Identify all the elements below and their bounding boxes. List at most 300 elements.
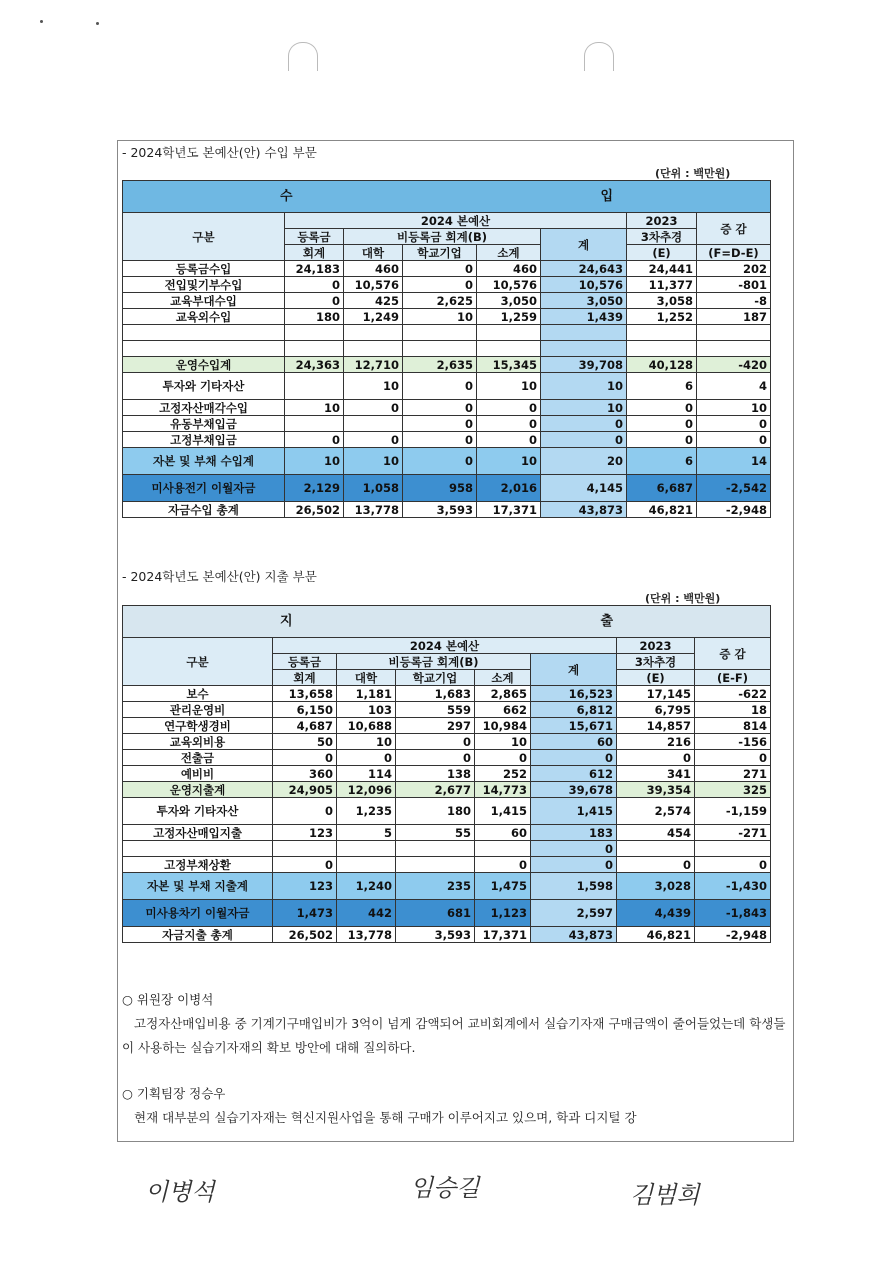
table-row bbox=[123, 686, 771, 702]
cell-value: 1,123 bbox=[475, 900, 531, 927]
cell-value bbox=[344, 341, 403, 357]
cell-value: 1,249 bbox=[344, 309, 403, 325]
table-row bbox=[123, 502, 771, 518]
cell-value bbox=[344, 416, 403, 432]
cell-value: -271 bbox=[695, 825, 771, 841]
table-row bbox=[123, 261, 771, 277]
col-diff-2: (F=D-E) bbox=[697, 245, 771, 261]
cell-value: 10,688 bbox=[337, 718, 396, 734]
col-category: 구분 bbox=[123, 213, 285, 261]
cell-value: 0 bbox=[396, 734, 475, 750]
cell-value: 3,058 bbox=[627, 293, 697, 309]
col-total: 계 bbox=[531, 654, 617, 686]
cell-value: 183 bbox=[531, 825, 617, 841]
expense-band: 지 출 bbox=[123, 606, 771, 638]
cell-value: 235 bbox=[396, 873, 475, 900]
row-label: 유동부채입금 bbox=[123, 416, 285, 432]
cell-value: 40,128 bbox=[627, 357, 697, 373]
cell-value: 10 bbox=[541, 373, 627, 400]
cell-value: -1,843 bbox=[695, 900, 771, 927]
cell-value bbox=[541, 341, 627, 357]
cell-value bbox=[396, 857, 475, 873]
cell-value: 0 bbox=[403, 448, 477, 475]
col-univ: 대학 bbox=[337, 670, 396, 686]
cell-value: 0 bbox=[695, 857, 771, 873]
cell-value: 325 bbox=[695, 782, 771, 798]
cell-value: 1,181 bbox=[337, 686, 396, 702]
cell-value: 0 bbox=[403, 277, 477, 293]
cell-value: 14,857 bbox=[617, 718, 695, 734]
row-label: 투자와 기타자산 bbox=[123, 373, 285, 400]
cell-value: 60 bbox=[531, 734, 617, 750]
cell-value: 0 bbox=[477, 432, 541, 448]
cell-value bbox=[695, 841, 771, 857]
col-diff: 증 감 bbox=[695, 638, 771, 670]
cell-value: 39,678 bbox=[531, 782, 617, 798]
cell-value: 114 bbox=[337, 766, 396, 782]
cell-value: 612 bbox=[531, 766, 617, 782]
signature: 임승길 bbox=[410, 1174, 480, 1202]
cell-value bbox=[541, 325, 627, 341]
cell-value: 0 bbox=[531, 857, 617, 873]
col-prev-year-3: (E) bbox=[627, 245, 697, 261]
cell-value: 0 bbox=[695, 750, 771, 766]
cell-value: 460 bbox=[344, 261, 403, 277]
cell-value: 1,475 bbox=[475, 873, 531, 900]
cell-value bbox=[477, 325, 541, 341]
cell-value: -801 bbox=[697, 277, 771, 293]
col-non-tuition: 비등록금 회계(B) bbox=[344, 229, 541, 245]
cell-value: 271 bbox=[695, 766, 771, 782]
table-row bbox=[123, 325, 771, 341]
table-row bbox=[123, 825, 771, 841]
cell-value: 123 bbox=[273, 873, 337, 900]
table-row bbox=[123, 900, 771, 927]
opinion-2 bbox=[122, 1082, 787, 1130]
cell-value: 12,710 bbox=[344, 357, 403, 373]
cell-value: 0 bbox=[475, 750, 531, 766]
cell-value: 46,821 bbox=[617, 927, 695, 943]
statement: 현재 대부분의 실습기자재는 혁신지원사업을 통해 구매가 이루어지고 있으며, 학과 디지털 강 bbox=[134, 1110, 637, 1125]
cell-value: -1,430 bbox=[695, 873, 771, 900]
punch-hole bbox=[288, 42, 318, 71]
income-unit: (단위 : 백만원) bbox=[655, 167, 731, 180]
col-category: 구분 bbox=[123, 638, 273, 686]
cell-value: 0 bbox=[344, 432, 403, 448]
cell-value: 10,576 bbox=[541, 277, 627, 293]
cell-value: 0 bbox=[403, 432, 477, 448]
cell-value: 6,795 bbox=[617, 702, 695, 718]
cell-value bbox=[285, 373, 344, 400]
opinion-1 bbox=[122, 988, 787, 1060]
cell-value: 4,145 bbox=[541, 475, 627, 502]
cell-value: 1,252 bbox=[627, 309, 697, 325]
cell-value: 0 bbox=[697, 416, 771, 432]
cell-value: 60 bbox=[475, 825, 531, 841]
cell-value: 24,183 bbox=[285, 261, 344, 277]
income-band: 수 입 bbox=[123, 181, 771, 213]
cell-value: 24,363 bbox=[285, 357, 344, 373]
signature: 김범희 bbox=[630, 1181, 700, 1209]
expense-title: - 2024학년도 본예산(안) 지출 부문 bbox=[122, 569, 317, 584]
table-row bbox=[123, 873, 771, 900]
cell-value bbox=[285, 325, 344, 341]
cell-value: 0 bbox=[273, 857, 337, 873]
cell-value: 6,687 bbox=[627, 475, 697, 502]
cell-value: 13,778 bbox=[337, 927, 396, 943]
cell-value: 0 bbox=[403, 400, 477, 416]
cell-value: 46,821 bbox=[627, 502, 697, 518]
table-row bbox=[123, 798, 771, 825]
table-row bbox=[123, 341, 771, 357]
punch-hole bbox=[584, 42, 614, 71]
cell-value: 0 bbox=[477, 400, 541, 416]
row-label: 자본 및 부채 지출계 bbox=[123, 873, 273, 900]
cell-value: 50 bbox=[273, 734, 337, 750]
cell-value: 138 bbox=[396, 766, 475, 782]
cell-value: 10 bbox=[541, 400, 627, 416]
cell-value: 0 bbox=[541, 416, 627, 432]
cell-value: 6 bbox=[627, 448, 697, 475]
cell-value: 0 bbox=[403, 416, 477, 432]
cell-value: -622 bbox=[695, 686, 771, 702]
cell-value: 360 bbox=[273, 766, 337, 782]
cell-value: 4,687 bbox=[273, 718, 337, 734]
cell-value: 2,016 bbox=[477, 475, 541, 502]
cell-value bbox=[337, 841, 396, 857]
cell-value: 39,354 bbox=[617, 782, 695, 798]
row-label: 연구학생경비 bbox=[123, 718, 273, 734]
cell-value: 0 bbox=[541, 432, 627, 448]
table-row bbox=[123, 373, 771, 400]
col-diff-2: (E-F) bbox=[695, 670, 771, 686]
cell-value: 1,235 bbox=[337, 798, 396, 825]
row-label: 고정부채상환 bbox=[123, 857, 273, 873]
row-label: 교육외비용 bbox=[123, 734, 273, 750]
cell-value: 3,050 bbox=[541, 293, 627, 309]
cell-value: 3,593 bbox=[396, 927, 475, 943]
cell-value: 187 bbox=[697, 309, 771, 325]
cell-value: 10 bbox=[475, 734, 531, 750]
cell-value: 10 bbox=[403, 309, 477, 325]
row-label: 투자와 기타자산 bbox=[123, 798, 273, 825]
col-diff: 증 감 bbox=[697, 213, 771, 245]
cell-value bbox=[396, 841, 475, 857]
cell-value: 11,377 bbox=[627, 277, 697, 293]
row-label: 고정부채입금 bbox=[123, 432, 285, 448]
cell-value: 2,625 bbox=[403, 293, 477, 309]
cell-value: 43,873 bbox=[531, 927, 617, 943]
cell-value: 1,240 bbox=[337, 873, 396, 900]
row-label: 전출금 bbox=[123, 750, 273, 766]
row-label bbox=[123, 841, 273, 857]
table-row bbox=[123, 400, 771, 416]
speaker: ○ 기획팀장 정승우 bbox=[122, 1086, 226, 1101]
cell-value: 10,984 bbox=[475, 718, 531, 734]
cell-value bbox=[697, 325, 771, 341]
cell-value: 1,598 bbox=[531, 873, 617, 900]
row-label: 미사용전기 이월자금 bbox=[123, 475, 285, 502]
cell-value: 15,671 bbox=[531, 718, 617, 734]
cell-value bbox=[403, 341, 477, 357]
cell-value: 0 bbox=[344, 400, 403, 416]
cell-value: 681 bbox=[396, 900, 475, 927]
cell-value: 1,683 bbox=[396, 686, 475, 702]
cell-value bbox=[344, 325, 403, 341]
cell-value: 1,058 bbox=[344, 475, 403, 502]
cell-value: 103 bbox=[337, 702, 396, 718]
cell-value: 0 bbox=[617, 857, 695, 873]
cell-value: 24,441 bbox=[627, 261, 697, 277]
cell-value: 2,635 bbox=[403, 357, 477, 373]
col-budget: 2024 본예산 bbox=[285, 213, 627, 229]
row-label: 운영지출계 bbox=[123, 782, 273, 798]
cell-value bbox=[403, 325, 477, 341]
cell-value: 18 bbox=[695, 702, 771, 718]
cell-value: 10,576 bbox=[477, 277, 541, 293]
row-label: 운영수입계 bbox=[123, 357, 285, 373]
cell-value: 14 bbox=[697, 448, 771, 475]
row-label: 교육부대수입 bbox=[123, 293, 285, 309]
col-prev-year: 2023 bbox=[617, 638, 695, 654]
cell-value: 0 bbox=[627, 400, 697, 416]
cell-value: 0 bbox=[273, 798, 337, 825]
row-label: 전입및기부수입 bbox=[123, 277, 285, 293]
cell-value: 4 bbox=[697, 373, 771, 400]
cell-value: 16,523 bbox=[531, 686, 617, 702]
table-row bbox=[123, 927, 771, 943]
col-budget: 2024 본예산 bbox=[273, 638, 617, 654]
table-row bbox=[123, 277, 771, 293]
cell-value: 0 bbox=[396, 750, 475, 766]
col-non-tuition: 비등록금 회계(B) bbox=[337, 654, 531, 670]
cell-value bbox=[627, 341, 697, 357]
cell-value: 2,597 bbox=[531, 900, 617, 927]
scan-dot bbox=[40, 20, 43, 23]
cell-value: 180 bbox=[396, 798, 475, 825]
col-tuition-2: 회계 bbox=[285, 245, 344, 261]
table-row bbox=[123, 309, 771, 325]
cell-value: 10 bbox=[285, 448, 344, 475]
cell-value: 13,778 bbox=[344, 502, 403, 518]
cell-value: 10 bbox=[477, 448, 541, 475]
cell-value: 0 bbox=[627, 416, 697, 432]
cell-value: -156 bbox=[695, 734, 771, 750]
row-label: 자금지출 총계 bbox=[123, 927, 273, 943]
cell-value: 0 bbox=[273, 750, 337, 766]
cell-value: 202 bbox=[697, 261, 771, 277]
row-label bbox=[123, 341, 285, 357]
cell-value: 10 bbox=[285, 400, 344, 416]
cell-value: 0 bbox=[475, 857, 531, 873]
cell-value: 6,150 bbox=[273, 702, 337, 718]
cell-value: 12,096 bbox=[337, 782, 396, 798]
cell-value: -420 bbox=[697, 357, 771, 373]
cell-value: 3,028 bbox=[617, 873, 695, 900]
cell-value: 2,865 bbox=[475, 686, 531, 702]
table-row bbox=[123, 448, 771, 475]
col-prev-year-3: (E) bbox=[617, 670, 695, 686]
signature: 이병석 bbox=[145, 1178, 215, 1206]
cell-value bbox=[273, 841, 337, 857]
cell-value: 0 bbox=[403, 261, 477, 277]
table-row bbox=[123, 782, 771, 798]
cell-value: 10 bbox=[344, 373, 403, 400]
col-subtotal: 소계 bbox=[477, 245, 541, 261]
cell-value: 0 bbox=[531, 841, 617, 857]
cell-value: 454 bbox=[617, 825, 695, 841]
row-label: 등록금수입 bbox=[123, 261, 285, 277]
speaker: ○ 위원장 이병석 bbox=[122, 992, 214, 1007]
row-label: 고정자산매각수입 bbox=[123, 400, 285, 416]
table-row bbox=[123, 841, 771, 857]
cell-value: 17,371 bbox=[477, 502, 541, 518]
col-total: 계 bbox=[541, 229, 627, 261]
cell-value: 123 bbox=[273, 825, 337, 841]
cell-value: 0 bbox=[403, 373, 477, 400]
table-row bbox=[123, 432, 771, 448]
cell-value bbox=[617, 841, 695, 857]
cell-value: 26,502 bbox=[285, 502, 344, 518]
cell-value bbox=[285, 341, 344, 357]
cell-value: 0 bbox=[285, 293, 344, 309]
table-row bbox=[123, 734, 771, 750]
cell-value: 2,677 bbox=[396, 782, 475, 798]
statement: 고정자산매입비용 중 기계기구매입비가 3억이 넘게 감액되어 교비회계에서 실습기자재 구매금액이 줄어들었는데 학생들이 사용하는 실습기자재의 확보 방안에 대해 질의하다. bbox=[122, 1016, 786, 1055]
cell-value: 3,050 bbox=[477, 293, 541, 309]
cell-value: 252 bbox=[475, 766, 531, 782]
cell-value: 0 bbox=[337, 750, 396, 766]
row-label: 교육외수입 bbox=[123, 309, 285, 325]
cell-value: 662 bbox=[475, 702, 531, 718]
income-table bbox=[122, 180, 771, 518]
cell-value: 14,773 bbox=[475, 782, 531, 798]
cell-value: 0 bbox=[697, 432, 771, 448]
cell-value: 3,593 bbox=[403, 502, 477, 518]
cell-value: 0 bbox=[285, 277, 344, 293]
cell-value bbox=[627, 325, 697, 341]
cell-value: 0 bbox=[627, 432, 697, 448]
col-subtotal: 소계 bbox=[475, 670, 531, 686]
table-row bbox=[123, 750, 771, 766]
cell-value: -2,542 bbox=[697, 475, 771, 502]
cell-value: 4,439 bbox=[617, 900, 695, 927]
col-prev-year-2: 3차추경 bbox=[617, 654, 695, 670]
cell-value: 10 bbox=[344, 448, 403, 475]
cell-value: 0 bbox=[285, 432, 344, 448]
scan-dot bbox=[96, 22, 99, 25]
cell-value: 24,643 bbox=[541, 261, 627, 277]
cell-value: -2,948 bbox=[697, 502, 771, 518]
income-title: - 2024학년도 본예산(안) 수입 부문 bbox=[122, 145, 317, 160]
col-tuition: 등록금 bbox=[273, 654, 337, 670]
cell-value: 10 bbox=[697, 400, 771, 416]
cell-value: 0 bbox=[477, 416, 541, 432]
cell-value: -1,159 bbox=[695, 798, 771, 825]
cell-value: 442 bbox=[337, 900, 396, 927]
table-row bbox=[123, 416, 771, 432]
cell-value: 43,873 bbox=[541, 502, 627, 518]
cell-value: -8 bbox=[697, 293, 771, 309]
cell-value: 1,439 bbox=[541, 309, 627, 325]
row-label: 고정자산매입지출 bbox=[123, 825, 273, 841]
cell-value: -2,948 bbox=[695, 927, 771, 943]
expense-unit: (단위 : 백만원) bbox=[645, 592, 721, 605]
table-row bbox=[123, 357, 771, 373]
expense-table bbox=[122, 605, 771, 943]
row-label: 관리운영비 bbox=[123, 702, 273, 718]
col-univ: 대학 bbox=[344, 245, 403, 261]
cell-value: 17,371 bbox=[475, 927, 531, 943]
row-label bbox=[123, 325, 285, 341]
cell-value: 0 bbox=[617, 750, 695, 766]
cell-value: 425 bbox=[344, 293, 403, 309]
cell-value: 10 bbox=[477, 373, 541, 400]
cell-value: 6 bbox=[627, 373, 697, 400]
cell-value: 297 bbox=[396, 718, 475, 734]
cell-value: 1,415 bbox=[475, 798, 531, 825]
row-label: 자금수입 총계 bbox=[123, 502, 285, 518]
cell-value: 10 bbox=[337, 734, 396, 750]
cell-value: 2,574 bbox=[617, 798, 695, 825]
cell-value: 1,259 bbox=[477, 309, 541, 325]
cell-value: 24,905 bbox=[273, 782, 337, 798]
cell-value: 10,576 bbox=[344, 277, 403, 293]
col-prev-year: 2023 bbox=[627, 213, 697, 229]
cell-value bbox=[475, 841, 531, 857]
cell-value: 5 bbox=[337, 825, 396, 841]
cell-value: 1,473 bbox=[273, 900, 337, 927]
table-row bbox=[123, 702, 771, 718]
cell-value: 814 bbox=[695, 718, 771, 734]
cell-value: 39,708 bbox=[541, 357, 627, 373]
cell-value: 1,415 bbox=[531, 798, 617, 825]
cell-value: 17,145 bbox=[617, 686, 695, 702]
cell-value: 559 bbox=[396, 702, 475, 718]
cell-value bbox=[285, 416, 344, 432]
cell-value: 0 bbox=[531, 750, 617, 766]
cell-value: 55 bbox=[396, 825, 475, 841]
row-label: 미사용차기 이월자금 bbox=[123, 900, 273, 927]
cell-value: 341 bbox=[617, 766, 695, 782]
cell-value: 180 bbox=[285, 309, 344, 325]
cell-value bbox=[337, 857, 396, 873]
cell-value: 460 bbox=[477, 261, 541, 277]
cell-value bbox=[697, 341, 771, 357]
cell-value: 20 bbox=[541, 448, 627, 475]
col-tuition-2: 회계 bbox=[273, 670, 337, 686]
table-row bbox=[123, 718, 771, 734]
row-label: 예비비 bbox=[123, 766, 273, 782]
cell-value: 6,812 bbox=[531, 702, 617, 718]
col-industry: 학교기업 bbox=[403, 245, 477, 261]
cell-value bbox=[477, 341, 541, 357]
row-label: 보수 bbox=[123, 686, 273, 702]
col-tuition: 등록금 bbox=[285, 229, 344, 245]
col-industry: 학교기업 bbox=[396, 670, 475, 686]
cell-value: 216 bbox=[617, 734, 695, 750]
cell-value: 15,345 bbox=[477, 357, 541, 373]
row-label: 자본 및 부채 수입계 bbox=[123, 448, 285, 475]
cell-value: 958 bbox=[403, 475, 477, 502]
cell-value: 13,658 bbox=[273, 686, 337, 702]
table-row bbox=[123, 293, 771, 309]
table-row bbox=[123, 857, 771, 873]
cell-value: 26,502 bbox=[273, 927, 337, 943]
table-row bbox=[123, 766, 771, 782]
col-prev-year-2: 3차추경 bbox=[627, 229, 697, 245]
table-row bbox=[123, 475, 771, 502]
